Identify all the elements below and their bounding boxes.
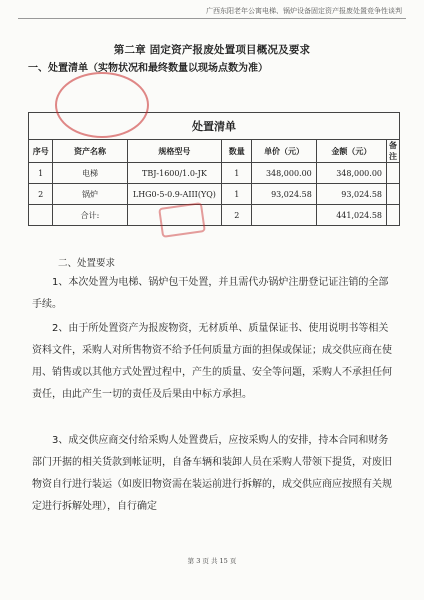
requirement-paragraph-3: 3、成交供应商交付给采购人处置费后，应按采购人的安排，持本合同和财务部门开据的相关货款到帐证明，自备车辆和装卸人员在采购人带领下提货，对废旧物资自行进行装运（如废旧物资需在装运前进行拆解的，成交供应商应按照有关规定进行拆解处理），自行确定	[32, 435, 392, 512]
running-header: 广西东阳老年公寓电梯、锅炉设备固定资产报废处置竞争性谈判	[206, 7, 402, 15]
header-quantity: 数量	[222, 140, 252, 163]
table-header-row	[29, 140, 400, 163]
requirement-paragraph-1: 1、本次处置为电梯、锅炉包干处置，并且需代办锅炉注册登记证注销的全部手续。	[32, 277, 389, 310]
row-amount: 93,024.58	[316, 184, 386, 205]
row-serial: 2	[29, 184, 53, 205]
chapter-title: 第二章 固定资产报废处置项目概况及要求	[113, 44, 311, 56]
row-unit-price: 93,024.58	[252, 184, 316, 205]
table-title: 处置清单	[29, 113, 400, 140]
total-label: 合计:	[53, 205, 127, 226]
page-footer: 第 3 页 共 15 页	[187, 557, 237, 565]
row-model: TBJ-1600/1.0-JK	[127, 163, 222, 184]
row-note	[387, 184, 400, 205]
section-heading-disposal-list: 一、处置清单（实物状况和最终数量以现场点数为准）	[28, 63, 268, 74]
section-heading-requirements: 二、处置要求	[58, 258, 116, 269]
header-amount: 金额（元）	[316, 140, 386, 163]
row-asset-name: 电梯	[53, 163, 127, 184]
row-note	[387, 163, 400, 184]
row-model: LHG0-5-0.9-AIII(YQ)	[127, 184, 222, 205]
row-quantity: 1	[222, 163, 252, 184]
table-total-row	[29, 205, 400, 226]
total-quantity: 2	[222, 205, 252, 226]
row-quantity: 1	[222, 184, 252, 205]
total-empty-cell	[252, 205, 316, 226]
table-row	[29, 184, 400, 205]
table-row	[29, 163, 400, 184]
header-serial: 序号	[29, 140, 53, 163]
header-asset-name: 资产名称	[53, 140, 127, 163]
official-seal	[55, 72, 149, 138]
row-asset-name: 锅炉	[53, 184, 127, 205]
row-serial: 1	[29, 163, 53, 184]
row-unit-price: 348,000.00	[252, 163, 316, 184]
header-unit-price: 单价（元）	[252, 140, 316, 163]
total-empty-cell	[29, 205, 53, 226]
total-amount: 441,024.58	[316, 205, 386, 226]
header-model: 规格型号	[127, 140, 222, 163]
requirement-paragraph-2: 2、由于所处置资产为报废物资，无材质单、质量保证书、使用说明书等相关资料文件，采购人对所售物资不给予任何质量方面的担保或保证；成交供应商在使用、销售或以其他方式处置过程中，产生的质量、安全等问题，采购人不承担任何责任，由此产生一切的责任及后果由中标方承担。	[32, 323, 392, 400]
total-empty-cell	[387, 205, 400, 226]
row-amount: 348,000.00	[316, 163, 386, 184]
header-rule	[18, 18, 406, 19]
seam-stamp	[158, 202, 206, 238]
header-note: 备注	[387, 140, 400, 163]
